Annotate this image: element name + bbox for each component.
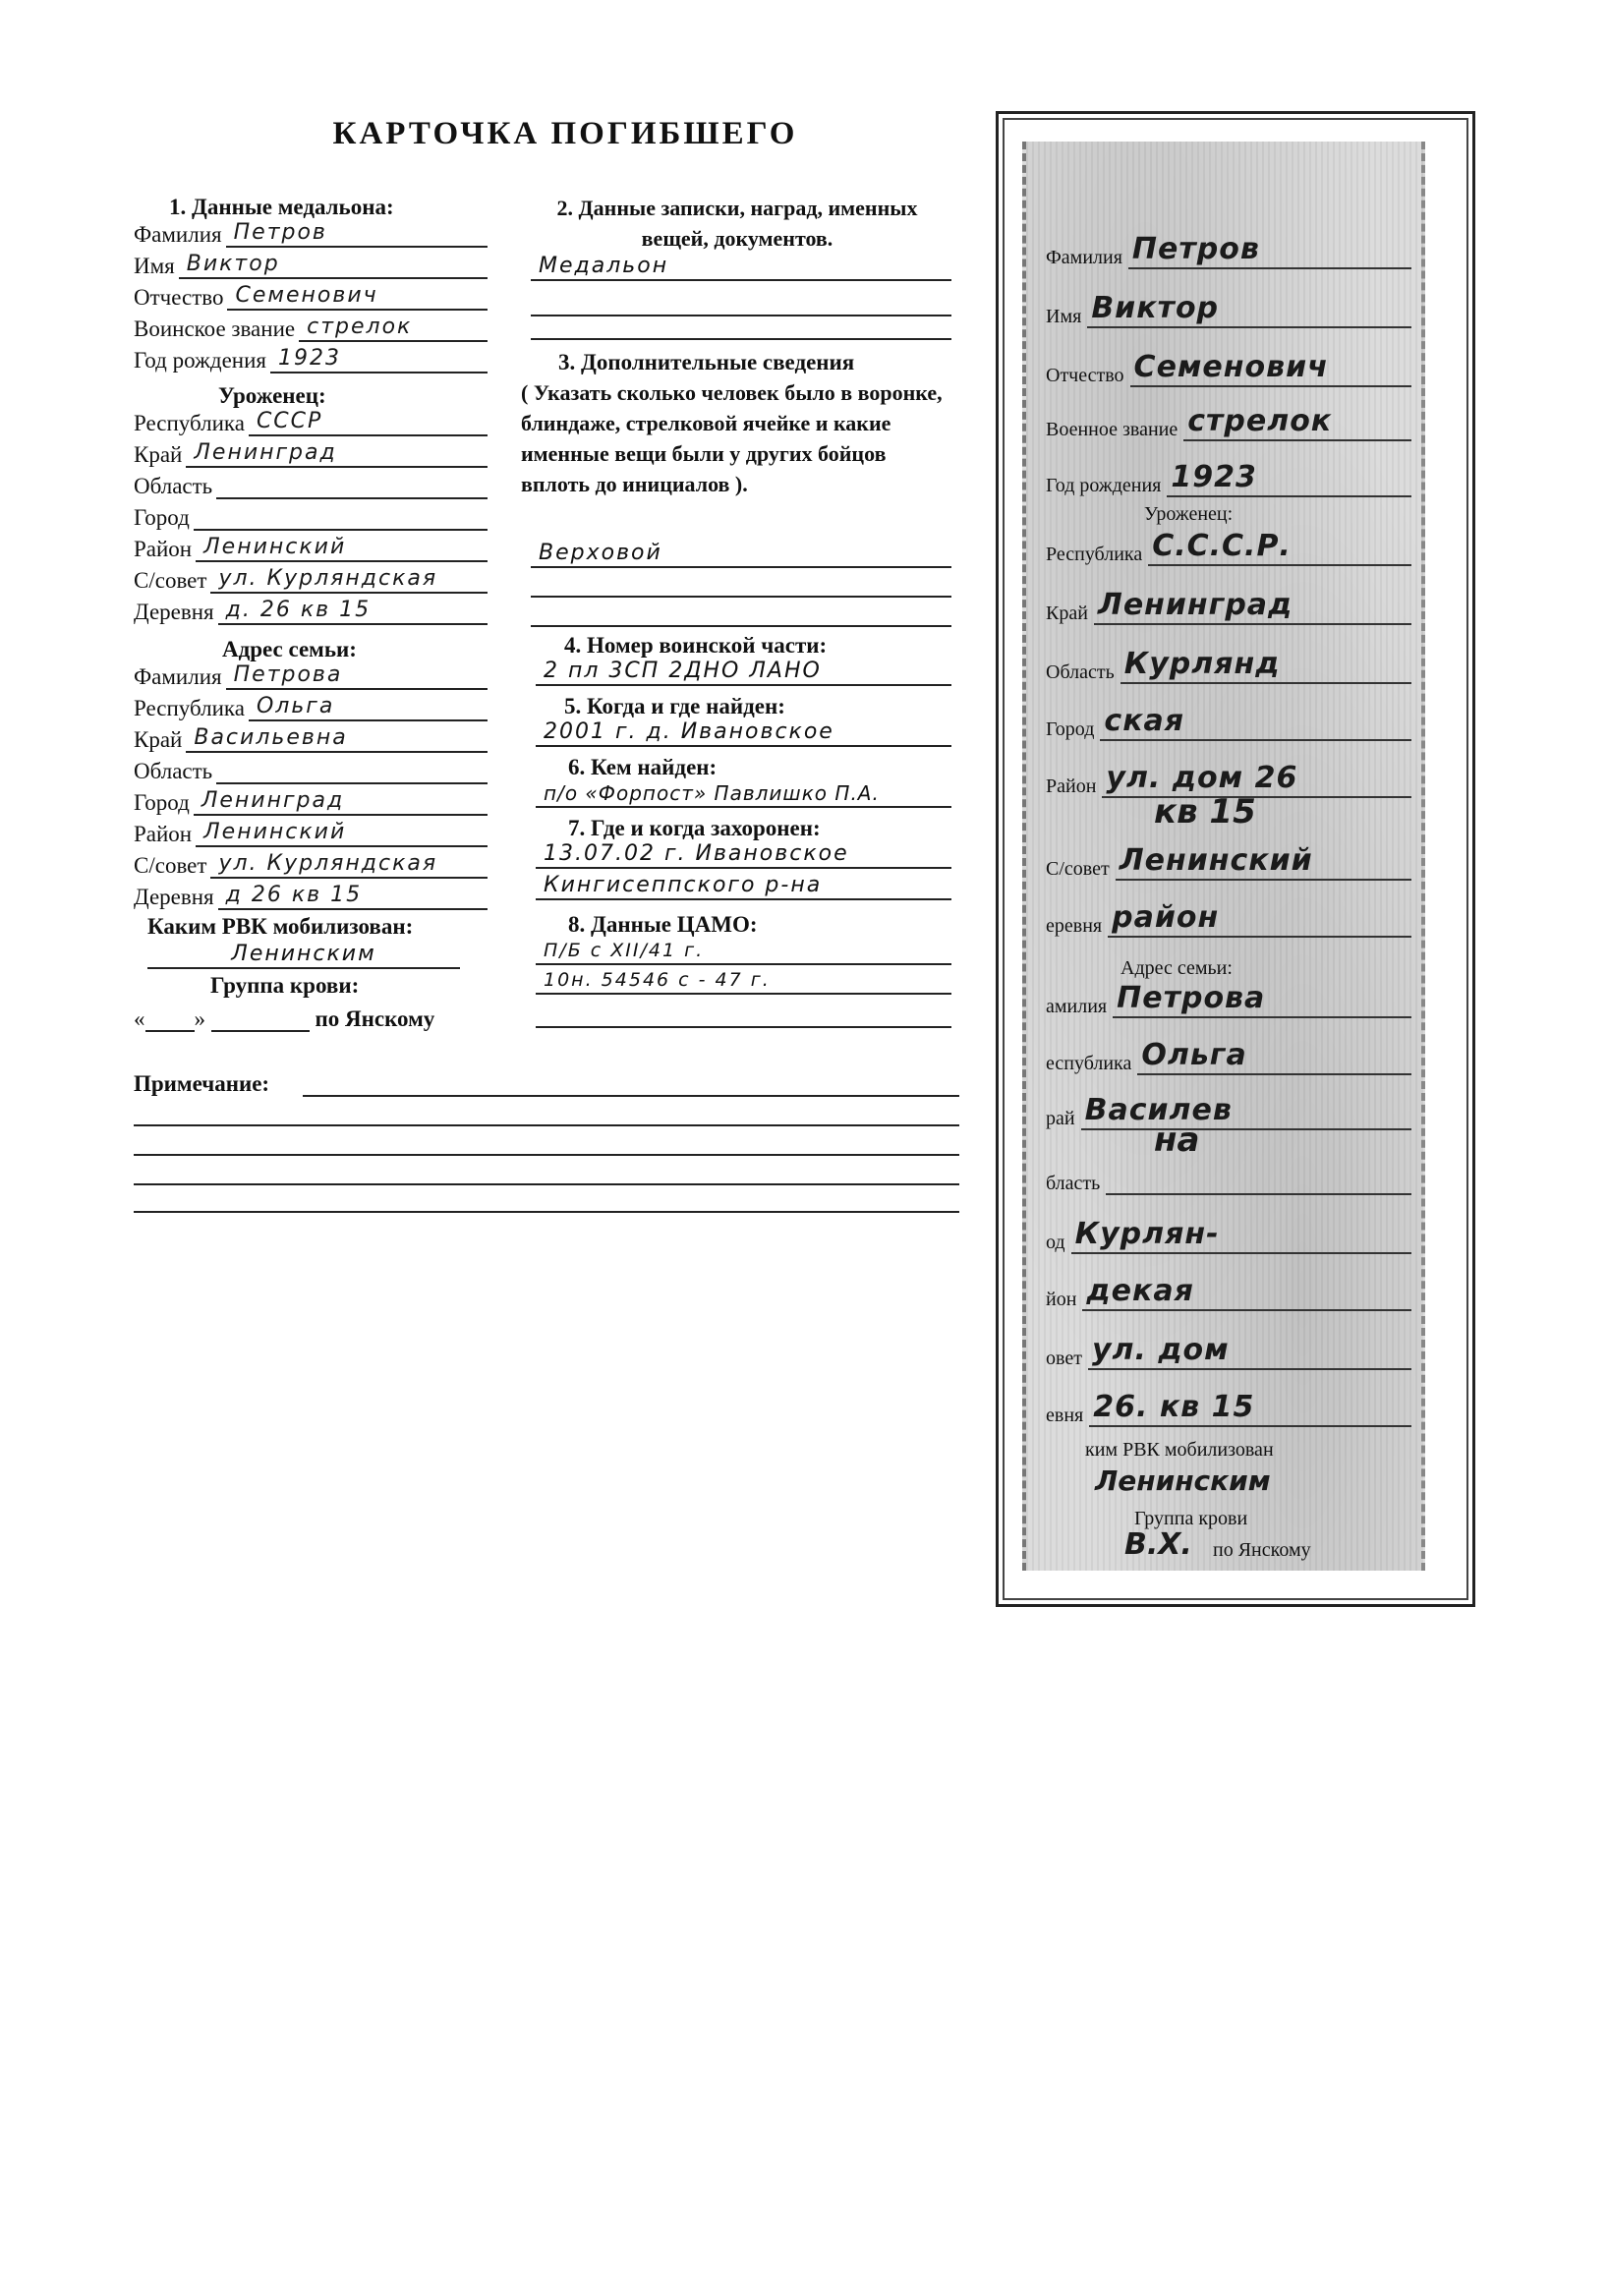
card-label: Край (1046, 603, 1088, 624)
additional-instructions: ( Указать сколько человек было в воронке, блиндаже, стрелковой ячейке и какие именные вещи были у других бойцов вплоть до инициалов ). (521, 380, 943, 496)
burial-value-1[interactable]: 13.07.02 г. Ивановское (536, 841, 951, 869)
section-medallion-title: 1. Данные медальона: (169, 195, 394, 219)
field-value[interactable]: Петров (226, 220, 488, 248)
tsamo-line[interactable] (536, 1001, 951, 1028)
card-field-krai (1046, 586, 1411, 625)
field-label: Отчество (134, 285, 224, 310)
family-address-title: Адрес семьи: (222, 637, 357, 661)
card-value: Семенович (1130, 350, 1411, 387)
card-value: Петрова (1113, 981, 1411, 1018)
card-field-family-village (1046, 1388, 1411, 1427)
card-field-oblast (1046, 645, 1411, 684)
field-label: Воинское звание (134, 316, 296, 341)
field-label: Фамилия (134, 664, 222, 689)
card-label: бласть (1046, 1173, 1101, 1194)
field-value[interactable]: Семенович (227, 283, 488, 311)
card-native-title: Уроженец: (1144, 503, 1234, 525)
field-value[interactable] (194, 503, 488, 531)
card-field-city (1046, 702, 1411, 741)
field-label: Край (134, 442, 183, 467)
additional-line[interactable] (531, 600, 951, 627)
card-label: рай (1046, 1108, 1075, 1129)
field-sovet (134, 564, 488, 594)
notes-line[interactable] (531, 313, 951, 340)
field-birth-year (134, 344, 488, 373)
field-value[interactable]: стрелок (299, 315, 488, 342)
section-notes-title: 2. Данные записки, наград, именных вещей, документов. (556, 196, 918, 251)
quote-close: » (194, 1006, 205, 1031)
field-value[interactable]: Петрова (226, 662, 488, 690)
card-value: Василев (1081, 1093, 1411, 1130)
section-additional-title: 3. Дополнительные сведения (558, 350, 855, 374)
card-label: еспублика (1046, 1053, 1132, 1074)
field-label: Город (134, 790, 190, 815)
card-value: 1923 (1167, 460, 1411, 497)
field-family-city (134, 786, 488, 816)
card-label: од (1046, 1232, 1065, 1253)
card-label: Область (1046, 661, 1115, 683)
note-line[interactable] (303, 1069, 959, 1097)
card-value: С.С.С.Р. (1148, 529, 1411, 566)
field-family-sovet (134, 849, 488, 879)
card-value: Петров (1128, 232, 1411, 269)
card-label: овет (1046, 1348, 1082, 1369)
field-oblast (134, 470, 488, 499)
field-value[interactable]: Виктор (179, 252, 488, 279)
field-value[interactable]: СССР (249, 409, 488, 436)
field-value[interactable]: Ленинград (194, 788, 488, 816)
card-value: Курлян- (1071, 1217, 1411, 1254)
card-value: ул. дом 26 (1102, 761, 1411, 798)
field-city (134, 501, 488, 531)
rvk-value[interactable]: Ленинским (147, 942, 460, 969)
card-value (1106, 1193, 1411, 1195)
card-field-republic (1046, 527, 1411, 566)
card-label: еревня (1046, 915, 1103, 937)
card-field-family-krai (1046, 1091, 1411, 1130)
section-burial-title: 7. Где и когда захоронен: (568, 816, 821, 840)
card-title: КАРТОЧКА ПОГИБШЕГО (332, 116, 798, 151)
card-value: стрелок (1183, 404, 1411, 441)
field-patronymic (134, 281, 488, 311)
card-value: район (1108, 900, 1411, 938)
field-value[interactable]: Ленинский (196, 535, 488, 562)
card-field-village (1046, 898, 1411, 938)
field-value[interactable]: д. 26 кв 15 (218, 598, 488, 625)
field-label: Область (134, 759, 213, 783)
card-rvk-value: Ленинским (1095, 1464, 1271, 1497)
card-label: Район (1046, 775, 1097, 797)
card-rvk-label: ким РВК мобилизован (1085, 1439, 1274, 1461)
note-line[interactable] (134, 1185, 959, 1213)
card-field-patronymic (1046, 348, 1411, 387)
notes-value[interactable]: Медальон (531, 254, 951, 281)
card-label: йон (1046, 1289, 1077, 1310)
field-label: Имя (134, 254, 175, 278)
card-value: Ольга (1137, 1038, 1411, 1075)
card-family-krai-cont: на (1154, 1120, 1200, 1160)
field-label: Деревня (134, 600, 214, 624)
card-value: Курлянд (1121, 647, 1411, 684)
card-label: Город (1046, 718, 1095, 740)
card-value: 26. кв 15 (1089, 1390, 1411, 1427)
section-finder-title: 6. Кем найден: (568, 755, 718, 779)
card-blood-value: В.Х. (1124, 1527, 1192, 1562)
burial-value-2[interactable]: Кингисеппского р-на (536, 873, 951, 900)
card-field-family-city (1046, 1215, 1411, 1254)
blood-group-row (134, 1006, 434, 1032)
card-apartment-note: кв 15 (1154, 792, 1256, 832)
note-line[interactable] (134, 1128, 959, 1156)
card-value: ская (1100, 704, 1411, 741)
card-value: Виктор (1087, 291, 1411, 328)
field-value[interactable]: Ольга (249, 694, 488, 721)
card-value: декая (1082, 1274, 1411, 1311)
card-blood-label: Группа крови (1134, 1508, 1248, 1529)
card-label: С/совет (1046, 858, 1110, 880)
card-value: Ленинград (1094, 588, 1411, 625)
field-value[interactable]: 1923 (270, 346, 488, 373)
card-field-surname (1046, 230, 1411, 269)
field-family-oblast (134, 755, 488, 784)
card-field-family-raion (1046, 1272, 1411, 1311)
field-family-raion (134, 818, 488, 847)
field-family-republic (134, 692, 488, 721)
native-title: Уроженец: (218, 383, 326, 408)
card-label: евня (1046, 1405, 1084, 1426)
field-label: Фамилия (134, 222, 222, 247)
field-value[interactable]: ул. Курляндская (210, 851, 488, 879)
section-unit-title: 4. Номер воинской части: (564, 633, 828, 658)
photocopy-scan (1022, 142, 1425, 1571)
card-label: Год рождения (1046, 475, 1162, 496)
section-found-title: 5. Когда и где найден: (564, 694, 785, 718)
finder-value[interactable]: п/о «Форпост» Павлишко П.А. (536, 780, 951, 808)
blood-group-blank[interactable] (211, 1010, 310, 1032)
additional-line[interactable] (531, 570, 951, 598)
card-field-rank (1046, 402, 1411, 441)
field-family-village (134, 881, 488, 910)
field-label: Республика (134, 696, 245, 720)
field-value[interactable] (216, 757, 488, 784)
field-label: Район (134, 822, 193, 846)
note-label: Примечание: (134, 1071, 270, 1096)
field-label: Деревня (134, 885, 214, 909)
field-label: Область (134, 474, 213, 498)
card-label: амилия (1046, 996, 1108, 1017)
card-value: Ленинский (1116, 843, 1411, 881)
found-value[interactable]: 2001 г. д. Ивановское (536, 719, 951, 747)
card-family-title: Адрес семьи: (1121, 957, 1233, 979)
field-label: Год рождения (134, 348, 266, 373)
field-raion (134, 533, 488, 562)
card-label: Военное звание (1046, 419, 1178, 440)
field-family-surname (134, 660, 488, 690)
field-label: Город (134, 505, 190, 530)
field-family-krai (134, 723, 488, 753)
card-field-birth-year (1046, 458, 1411, 497)
medallion-card-photocopy (996, 111, 1475, 1607)
field-label: Район (134, 537, 193, 561)
note-line[interactable] (134, 1099, 959, 1126)
quote-open: « (134, 1006, 145, 1031)
card-label: Фамилия (1046, 247, 1122, 268)
field-surname (134, 218, 488, 248)
field-label: Республика (134, 411, 245, 435)
card-field-family-surname (1046, 979, 1411, 1018)
field-republic (134, 407, 488, 436)
note-line[interactable] (134, 1158, 959, 1185)
rvk-title: Каким РВК мобилизован: (147, 914, 414, 939)
field-label: С/совет (134, 568, 207, 593)
tsamo-value-2[interactable]: 10н. 54546 с - 47 г. (536, 967, 951, 995)
field-krai (134, 438, 488, 468)
field-value[interactable]: Ленинский (196, 820, 488, 847)
card-field-sovet (1046, 841, 1411, 881)
card-label: Отчество (1046, 365, 1124, 386)
field-label: С/совет (134, 853, 207, 878)
card-field-family-oblast (1046, 1156, 1411, 1195)
blood-suffix: по Янскому (315, 1006, 435, 1031)
section-tsamo-title: 8. Данные ЦАМО: (568, 912, 758, 937)
field-village (134, 596, 488, 625)
field-value[interactable]: Ленинград (186, 440, 488, 468)
field-value[interactable]: д 26 кв 15 (218, 883, 488, 910)
tsamo-value-1[interactable]: П/Б с XII/41 г. (536, 938, 951, 965)
field-rank (134, 313, 488, 342)
card-value: ул. дом (1088, 1333, 1411, 1370)
field-value[interactable]: ул. Курляндская (210, 566, 488, 594)
unit-value[interactable]: 2 пл 3СП 2ДНО ЛАНО (536, 659, 951, 686)
blood-day-blank[interactable] (145, 1010, 195, 1032)
card-label: Имя (1046, 306, 1082, 327)
additional-value[interactable]: Верховой (531, 541, 951, 568)
field-value[interactable] (216, 472, 488, 499)
card-field-name (1046, 289, 1411, 328)
card-field-family-sovet (1046, 1331, 1411, 1370)
field-label: Край (134, 727, 183, 752)
card-label: Республика (1046, 544, 1143, 565)
field-name (134, 250, 488, 279)
card-field-family-republic (1046, 1036, 1411, 1075)
field-value[interactable]: Васильевна (186, 725, 488, 753)
blood-title: Группа крови: (210, 973, 360, 998)
card-blood-suffix: по Янскому (1213, 1539, 1311, 1561)
